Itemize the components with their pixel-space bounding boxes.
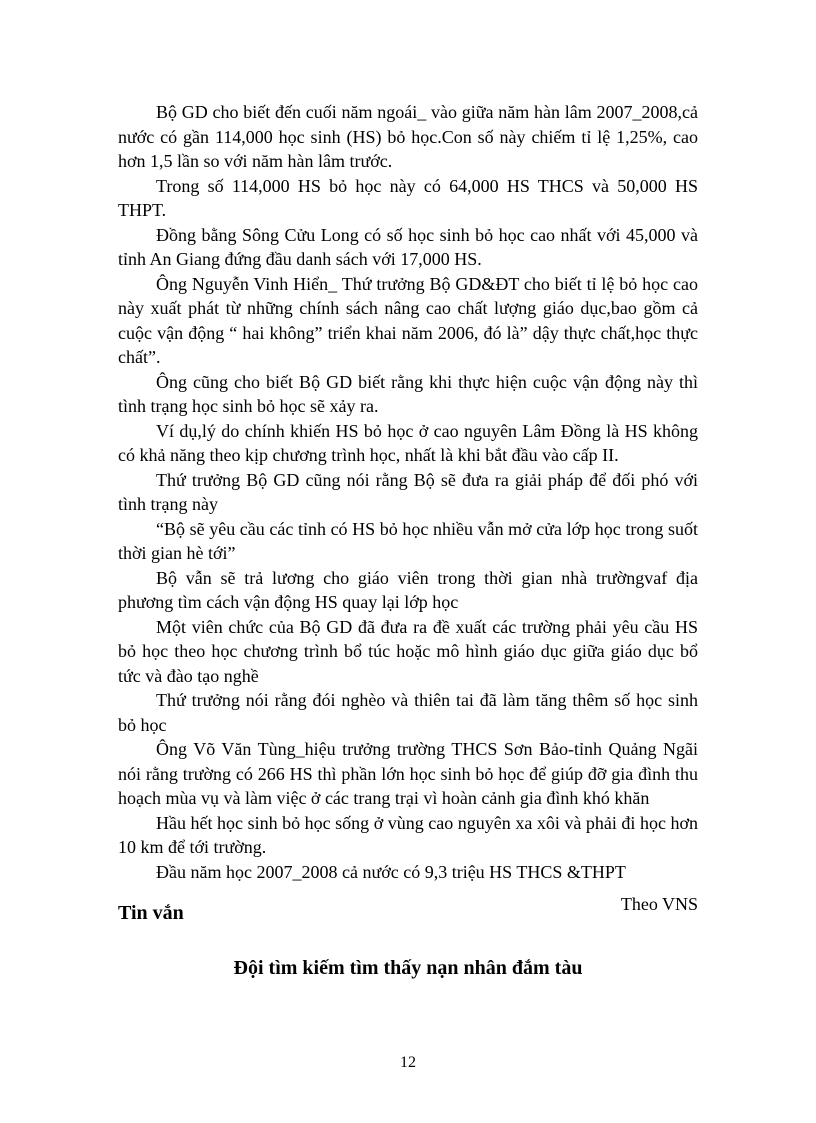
- paragraph-11: Thứ trưởng nói rằng đói nghèo và thiên tai đã làm tăng thêm số học sinh bỏ học: [118, 690, 698, 735]
- source-attribution: Theo VNS: [620, 894, 698, 914]
- article-title: Đội tìm kiếm tìm thấy nạn nhân đắm tàu: [233, 957, 583, 979]
- paragraph-10: Một viên chức của Bộ GD đã đưa ra đề xuất các trường phải yêu cầu HS bỏ học theo học chương trình bổ túc hoặc mô hình giáo dục giữa giáo dục bổ tức và đào tạo nghề: [118, 616, 698, 686]
- paragraph-13: Hầu hết học sinh bỏ học sống ở vùng cao nguyên xa xôi và phải đi học hơn 10 km để tới trường.: [118, 812, 698, 857]
- paragraph-9: Bộ vẫn sẽ trả lương cho giáo viên trong thời gian nhà trườngvaf địa phương tìm cách vận động HS quay lại lớp học: [118, 567, 698, 612]
- paragraph-1: Bộ GD cho biết đến cuối năm ngoái_ vào giữa năm hàn lâm 2007_2008,cả nước có gần 114,000 học sinh (HS) bỏ học.Con số này chiếm tỉ lệ 1,25%, cao hơn 1,5 lần so với năm hàn lâm trước.: [118, 102, 698, 171]
- paragraph-7: Thứ trưởng Bộ GD cũng nói rằng Bộ sẽ đưa ra giải pháp để đối phó với tình trạng này: [118, 469, 698, 514]
- paragraph-8: “Bộ sẽ yêu cầu các tỉnh có HS bỏ học nhiều vẫn mở cửa lớp học trong suốt thời gian hè tới”: [118, 518, 698, 563]
- paragraph-12: Ông Võ Văn Tùng_hiệu trưởng trường THCS Sơn Bảo-tỉnh Quảng Ngãi nói rằng trường có 266 HS thì phần lớn học sinh bỏ học để giúp đỡ gia đình thu hoạch mùa vụ và làm việc ở các trang trại vì hoàn cảnh gia đình khó khăn: [118, 739, 698, 808]
- paragraph-4: Ông Nguyễn Vinh Hiển_ Thứ trưởng Bộ GD&ĐT cho biết tỉ lệ bỏ học cao này xuất phát từ những chính sách nâng cao chất lượng giáo dục,bao gồm cả cuộc vận động “ hai không” triển khai năm 2006, đó là” dậy thực chất,học thực chất”.: [118, 273, 698, 367]
- paragraph-3: Đồng bằng Sông Cửu Long có số học sinh bỏ học cao nhất với 45,000 và tỉnh An Giang đứng đầu danh sách với 17,000 HS.: [118, 224, 698, 269]
- section-heading: Tin vắn: [118, 902, 184, 924]
- article-body: [118, 100, 698, 917]
- page-number: 12: [400, 1054, 416, 1071]
- paragraph-5: Ông cũng cho biết Bộ GD biết rằng khi thực hiện cuộc vận động này thì tình trạng học sinh bỏ học sẽ xảy ra.: [118, 371, 698, 416]
- paragraph-2: Trong số 114,000 HS bỏ học này có 64,000 HS THCS và 50,000 HS THPT.: [118, 175, 698, 220]
- paragraph-14: Đầu năm học 2007_2008 cả nước có 9,3 triệu HS THCS &THPT: [156, 861, 626, 882]
- paragraph-6: Ví dụ,lý do chính khiến HS bỏ học ở cao nguyên Lâm Đồng là HS không có khả năng theo kịp chương trình học, nhất là khi bắt đầu vào cấp II.: [118, 420, 698, 465]
